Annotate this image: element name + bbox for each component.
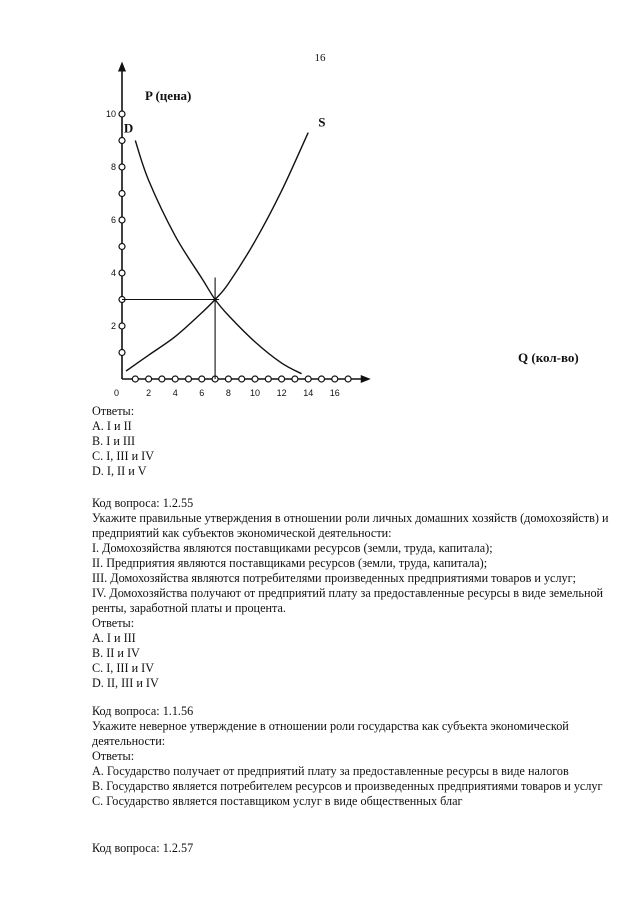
answer-option: B. I и III: [92, 434, 136, 448]
y-tick-label: 10: [105, 109, 116, 119]
answer-option: B. II и IV: [92, 646, 140, 660]
curves: [122, 133, 308, 379]
x-tick-label: 6: [199, 388, 205, 398]
x-tick-mark: [292, 376, 298, 382]
x-tick-mark: [252, 376, 258, 382]
axes: [118, 62, 371, 384]
curve-s: [126, 133, 308, 371]
x-tick-label: 8: [225, 388, 231, 398]
x-axis-arrow: [361, 375, 371, 383]
y-tick-mark: [119, 217, 125, 223]
x-tick-mark: [332, 376, 338, 382]
y-tick-label: 4: [110, 268, 116, 278]
x-tick-label: 10: [249, 388, 261, 398]
y-tick-mark: [119, 350, 125, 356]
x-tick-mark: [132, 376, 138, 382]
question-code: Код вопроса: 1.1.56: [92, 704, 194, 718]
x-tick-mark: [172, 376, 178, 382]
x-tick-label: 2: [146, 388, 152, 398]
question-prompt: Укажите правильные утверждения в отношении роли личных домашних хозяйств (домохозяйств) и предприятий как субъектов экономической деятельности:: [92, 511, 609, 540]
y-tick-mark: [119, 270, 125, 276]
answers-heading: Ответы:: [92, 616, 135, 630]
question-code: Код вопроса: 1.2.55: [92, 496, 194, 510]
y-tick-label: 6: [110, 215, 116, 225]
y-tick-mark: [119, 138, 125, 144]
answer-option: D. II, III и IV: [92, 676, 159, 690]
x-tick-label: 14: [303, 388, 314, 398]
x-tick-mark: [199, 376, 205, 382]
x-tick-mark: [146, 376, 152, 382]
supply-demand-chart: [0, 0, 640, 400]
curve-label-d: D: [123, 120, 134, 136]
statement: II. Предприятия являются поставщиками ресурсов (земли, труда, капитала);: [92, 556, 488, 570]
question-block: [92, 496, 617, 691]
answer-option: A. I и II: [92, 419, 132, 433]
question-block: [92, 704, 617, 809]
y-tick-mark: [119, 244, 125, 250]
origin-label: 0: [114, 388, 120, 398]
y-axis-label: P (цена): [145, 88, 192, 103]
answer-option: A. I и III: [92, 631, 136, 645]
chart-labels: [106, 88, 579, 398]
statement: III. Домохозяйства являются потребителями произведенных предприятиями товаров и услуг;: [92, 571, 577, 585]
answer-option: D. I, II и V: [92, 464, 147, 478]
x-tick-mark: [319, 376, 325, 382]
x-tick-mark: [265, 376, 271, 382]
x-axis-label: Q (кол-во): [518, 350, 579, 365]
answer-option: C. I, III и IV: [92, 661, 155, 675]
answer-option: B. Государство является потребителем ресурсов и произведенных предприятиями товаров и услуг: [92, 779, 603, 793]
answer-option: C. Государство является поставщиком услуг в виде общественных благ: [92, 794, 463, 808]
answer-option: A. Государство получает от предприятий плату за предоставленные ресурсы в виде налогов: [92, 764, 569, 778]
statement: I. Домохозяйства являются поставщиками ресурсов (земли, труда, капитала);: [92, 541, 493, 555]
statement: IV. Домохозяйства получают от предприятий плату за предоставленные ресурсы в виде земельной ренты, заработной платы и процента.: [92, 586, 604, 615]
question-prompt: Укажите неверное утверждение в отношении роли государства как субъекта экономической деятельности:: [92, 719, 569, 748]
y-tick-mark: [119, 191, 125, 197]
x-tick-mark: [186, 376, 192, 382]
curve-label-s: S: [318, 114, 326, 130]
answers-heading: Ответы:: [92, 404, 135, 418]
x-tick-mark: [225, 376, 231, 382]
x-tick-mark: [279, 376, 285, 382]
answer-option: C. I, III и IV: [92, 449, 155, 463]
y-tick-mark: [119, 323, 125, 329]
y-tick-mark: [119, 111, 125, 117]
y-axis-arrow: [118, 62, 126, 72]
question-block: [92, 841, 617, 856]
question-code: Код вопроса: 1.2.57: [92, 841, 194, 855]
y-tick-mark: [119, 164, 125, 170]
x-tick-mark: [305, 376, 311, 382]
page-number: 16: [314, 52, 326, 64]
answers-block: [92, 404, 617, 479]
x-tick-label: 16: [329, 388, 340, 398]
curve-d: [135, 141, 301, 374]
answers-heading: Ответы:: [92, 749, 135, 763]
x-tick-mark: [345, 376, 351, 382]
y-tick-label: 8: [110, 162, 116, 172]
x-tick-label: 12: [276, 388, 287, 398]
y-tick-label: 2: [110, 321, 116, 331]
x-tick-label: 4: [172, 388, 178, 398]
x-tick-mark: [159, 376, 165, 382]
tick-marks: [119, 111, 351, 382]
x-tick-mark: [239, 376, 245, 382]
